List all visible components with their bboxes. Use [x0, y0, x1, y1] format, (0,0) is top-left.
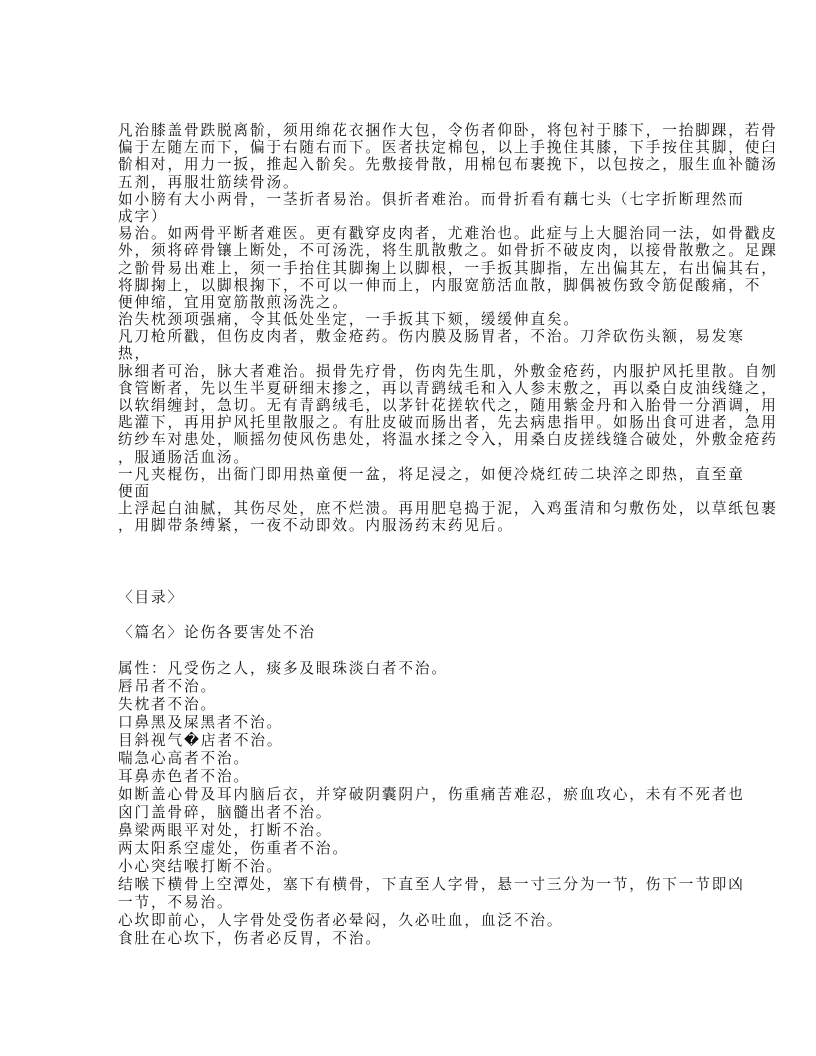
chapter-heading [118, 624, 718, 641]
body-line: 易治。如两骨平断者难医。更有戳穿皮肉者，尤难治也。此症与上大腿治同一法，如骨戳皮 [118, 225, 778, 243]
body-line: 便面 [118, 482, 151, 500]
list-item: 喘急心高者不治。 [118, 750, 250, 767]
list-item: 目斜视气�店者不治。 [118, 732, 284, 749]
list-item: 食肚在心坎下，伤者必反胃，不治。 [118, 930, 382, 947]
list-item: 属性：凡受伤之人，痰多及眼珠淡白者不治。 [118, 660, 448, 677]
list-item: 口鼻黑及屎黑者不治。 [118, 714, 283, 731]
list-item: 鼻梁两眼平对处，打断不治。 [118, 822, 333, 839]
body-line: 成字） [118, 207, 168, 225]
body-line: 偏于左随左而下，偏于右随右而下。医者扶定棉包，以上手挽住其膝，下手按住其脚，使臼 [118, 139, 778, 157]
toc-heading [118, 589, 718, 606]
body-line: ，服通肠活血汤。 [118, 448, 250, 466]
body-line: 纺纱车对患处，顺摇勿使风伤患处，将温水揉之令入，用桑白皮搓线缝合破处，外敷金疮药 [118, 431, 778, 449]
body-line: 外，须将碎骨镶上断处，不可汤洗，将生肌散敷之。如骨折不破皮肉，以接骨散敷之。足踝 [118, 242, 778, 260]
body-line: 治失枕颈项强痛，令其低处坐定，一手扳其下颏，缓缓伸直矣。 [118, 311, 580, 329]
body-line: 匙灌下，再用护风托里散服之。有肚皮破而肠出者，先去病患指甲。如肠出食可进者，急用 [118, 414, 778, 432]
list-item: 结喉下横骨上空潭处，塞下有横骨，下直至人字骨，悬一寸三分为一节，伤下一节即凶 [118, 876, 745, 893]
body-line: 一凡夹棍伤，出衙门即用热童便一盆，将足浸之，如便冷烧红砖二块淬之即热，直至童 [118, 465, 745, 483]
list-item: 小心突结喉打断不治。 [118, 858, 283, 875]
body-line: 便伸缩，宜用宽筋散煎汤洗之。 [118, 293, 349, 311]
untreatable-list [118, 660, 745, 948]
body-line: 凡刀枪所戳，但伤皮肉者，敷金疮药。伤内膜及肠胃者，不治。刀斧砍伤头额，易发寒 [118, 328, 745, 346]
list-item: 一节，不易治。 [118, 894, 234, 911]
body-line: 之骱骨易出难上，须一手抬住其脚掬上以脚根，一手扳其脚指，左出偏其左，右出偏其右， [118, 259, 778, 277]
list-item: 心坎即前心，人字骨处受伤者必晕闷，久必吐血，血泛不治。 [118, 912, 564, 929]
body-line: 将脚掬上，以脚根掬下，不可以一伸而上，内服宽筋活血散，脚偶被伤致令筋促酸痛，不 [118, 276, 762, 294]
list-item: 耳鼻赤色者不治。 [118, 768, 250, 785]
body-line: 食管断者，先以生半夏研细末掺之，再以青鹞绒毛和入人参末敷之，再以桑白皮油线缝之， [118, 379, 778, 397]
body-line: 五剂，再服壮筋续骨汤。 [118, 173, 300, 191]
body-line: 脉细者可治，脉大者难治。损骨先疗骨，伤肉先生肌，外敷金疮药，内服护风托里散。自刎 [118, 362, 778, 380]
body-line: 热， [118, 345, 151, 363]
body-text [118, 122, 778, 535]
list-item: 如断盖心骨及耳内脑后衣，并穿破阴囊阴户，伤重痛苦难忍，瘀血攻心，未有不死者也 [118, 786, 745, 803]
list-item: 失枕者不治。 [118, 696, 217, 713]
list-item: 囟门盖骨碎，脑髓出者不治。 [118, 804, 333, 821]
body-line: 以软绢缠封，急切。无有青鹞绒毛，以茅针花搓软代之，随用紫金丹和入胎骨一分酒调，用 [118, 397, 778, 414]
body-line: 上浮起白油腻，其伤尽处，庶不烂溃。再用肥皂捣于泥，入鸡蛋清和匀敷伤处，以草纸包裹 [118, 500, 778, 518]
body-line: 如小膀有大小两骨，一茎折者易治。俱折者难治。而骨折看有藕七头（七字折断理然而 [118, 190, 745, 208]
toc-label: 〈目录〉 [118, 589, 184, 606]
chapter-title: 〈篇名〉论伤各要害处不治 [118, 624, 316, 641]
body-line: 骱相对，用力一扳，推起入骱矣。先敷接骨散，用棉包布裹挽下，以包按之，服生血补髓汤 [118, 156, 778, 174]
body-line: ，用脚带条缚紧，一夜不动即效。内服汤药末药见后。 [118, 517, 514, 535]
body-line: 凡治膝盖骨跌脱离骱，须用绵花衣捆作大包，令伤者仰卧，将包衬于膝下，一抬脚踝，若骨 [118, 122, 778, 139]
list-item: 唇吊者不治。 [118, 678, 217, 695]
list-item: 两太阳系空虚处，伤重者不治。 [118, 840, 349, 857]
